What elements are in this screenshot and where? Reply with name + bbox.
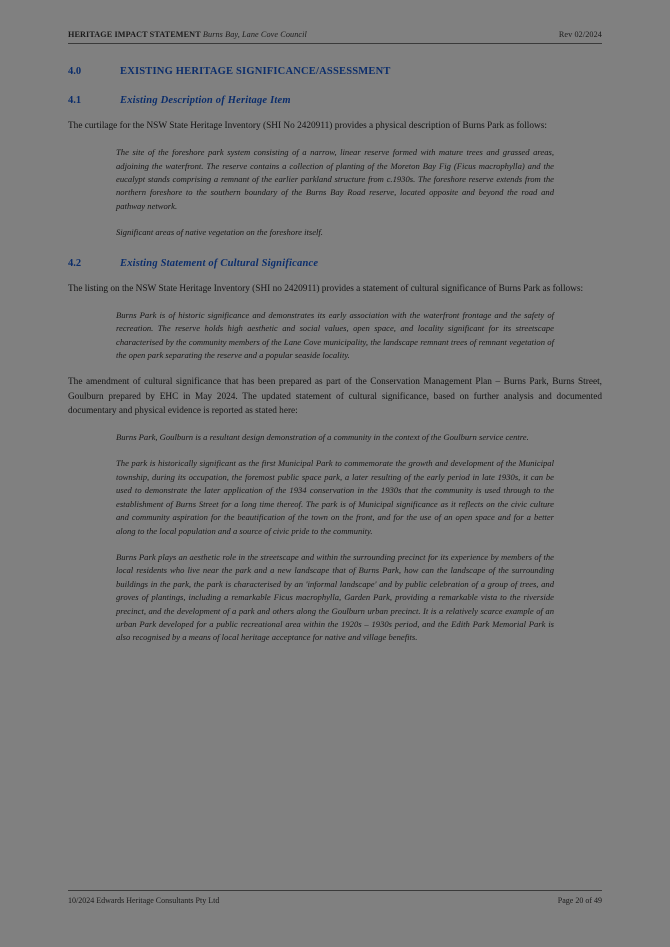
header-document-title: HERITAGE IMPACT STATEMENT (68, 30, 201, 39)
section-title-4-2: Existing Statement of Cultural Significance (120, 257, 319, 269)
quote-updated-significance-3: Burns Park plays an aesthetic role in the streetscape and within the surrounding precinct for its experience by members of the local residents who live near the park and a new landscape that of Burns Park, how can the landscape of the surrounding buildings in the park, the park is characterised by an 'informal landscape' and by public celebration of a group of trees, and groves of plantings, including a remarkable Ficus macrophylla, Garden Park, providing a remarkable vista to the riverside precinct, and the development of a park and others along the Goulburn urban precinct. It is a relatively scarce example of an urban Park developed for a public recreational area within the 1920s – 1930s period, and the Edith Park Memorial Park is also recognised by a means of local heritage acceptance for native and village benefits. (116, 551, 554, 643)
section-heading-4-2 (68, 258, 602, 269)
section-number-4-1: 4.1 (68, 95, 82, 106)
footer-author: 10/2024 Edwards Heritage Consultants Pty Ltd (68, 896, 220, 905)
header-document-subtitle: Burns Bay, Lane Cove Council (200, 30, 307, 39)
paragraph-amended-significance: The amendment of cultural significance that has been prepared as part of the Conservation Management Plan – Burns Park, Burns Street, Goulburn prepared by EHC in May 2024. The updated statement of cultural significance, based on further analysis and documented documentary and physical evidence is reported as stated here: (68, 377, 602, 416)
section-title-4-1: Existing Description of Heritage Item (120, 95, 291, 106)
page-header (68, 30, 602, 44)
quote-physical-description: The site of the foreshore park system consisting of a narrow, linear reserve formed with mature trees and grassed areas, adjoining the waterfront. The reserve contains a collection of planting of the Moreton Bay Fig (Ficus macrophylla) and the eucalypt stands comprising a remnant of the earlier parkland structure from c.1930s. The foreshore reserve extends from the northern foreshore to the southern boundary of the Burns Bay Road reserve, located opposite and beyond the road and pathway network. (116, 147, 554, 211)
page-footer (68, 890, 602, 905)
section-heading-4-1 (68, 95, 602, 106)
section-number-4-2: 4.2 (68, 257, 82, 269)
section-title-4-0: EXISTING HERITAGE SIGNIFICANCE/ASSESSMENT (120, 66, 391, 77)
quote-native-vegetation: Significant areas of native vegetation on the foreshore itself. (116, 227, 323, 238)
section-number-4-0: 4.0 (68, 66, 82, 77)
document-body (68, 66, 602, 645)
header-left (68, 30, 307, 39)
quote-updated-significance-1: Burns Park, Goulburn is a resultant design demonstration of a community in the context of the Goulburn service centre. (116, 432, 529, 443)
header-revision: Rev 02/2024 (558, 30, 602, 39)
footer-page-number: Page 20 of 49 (557, 896, 602, 905)
page-content (68, 30, 602, 910)
quote-updated-significance-2: The park is historically significant as the first Municipal Park to commemorate the growth and development of the Municipal township, during its occupation, the foremost public space park, a later resulting of the early period in late 1930s, it can be used to demonstrate the later application of the 1934 conservation in the 1930s that the community is used through to the establishment of Burns Street for a long time thereof. The park is of Municipal significance as it reflects on the civic culture and community aspiration for the beautification of the town on the front, and for the use of an open space and for a better along to the local population and a source of civic pride to the community. (116, 458, 554, 536)
quote-statement-of-significance: Burns Park is of historic significance and demonstrates its early association with the waterfront frontage and the safety of recreation. The reserve holds high aesthetic and social values, open space, and locality significant for its streetscape characterised by the community members of the Lane Cove municipality, the landscape remnant trees of remnant vegetation of the open park separating the reserve and a popular seaside locality. (116, 309, 554, 361)
paragraph-curtilage-intro: The curtilage for the NSW State Heritage Inventory (SHI No 2420911) provides a physical description of Burns Park as follows: (68, 121, 547, 131)
section-heading-4-0 (68, 66, 602, 77)
paragraph-significance-intro: The listing on the NSW State Heritage Inventory (SHI no 2420911) provides a statement of cultural significance of Burns Park as follows: (68, 283, 584, 294)
